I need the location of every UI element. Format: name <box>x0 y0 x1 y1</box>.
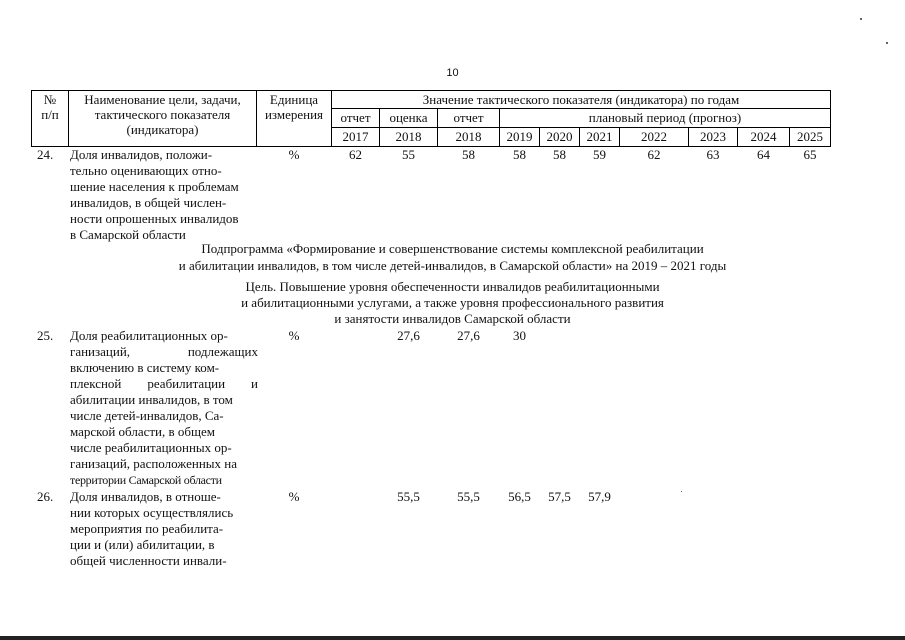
header-year: 2024 <box>750 129 777 144</box>
indicator-name: Доля инвалидов, положи- тельно оценивающих отно- шение населения к проблемам инвалидов, в общей числен- ности опрошенных инвалидов в Самарской области <box>70 147 239 242</box>
row-number: 25. <box>37 328 54 343</box>
indicator-name: Доля инвалидов, в отноше- нии которых осуществлялись мероприятия по реабилита- ции и (или) абилитации, в общей численности инвали- <box>70 489 234 568</box>
value-cell: 55,5 <box>397 489 420 504</box>
value-cell: 63 <box>706 147 720 162</box>
value-cell: 58 <box>462 147 475 162</box>
value-cell: 27,6 <box>457 328 480 343</box>
value-cell: 65 <box>803 147 817 162</box>
value-cell: 58 <box>513 147 526 162</box>
row-number: 26. <box>37 489 54 504</box>
header-status-report-2018: отчет <box>453 110 484 125</box>
scan-speck <box>681 491 682 492</box>
header-year: 2021 <box>586 129 613 144</box>
unit-cell: % <box>288 147 300 162</box>
header-values-title: Значение тактического показателя (индикатора) по годам <box>422 92 740 107</box>
row-number: 24. <box>37 147 54 162</box>
header-year: 2022 <box>641 129 667 144</box>
value-cell: 27,6 <box>397 328 420 343</box>
value-cell: 62 <box>647 147 661 162</box>
header-year: 2025 <box>797 129 823 144</box>
scan-speck <box>860 18 862 20</box>
value-cell: 55 <box>402 147 415 162</box>
scan-bottom-edge <box>0 636 905 640</box>
header-year: 2018 <box>395 129 422 144</box>
scan-speck <box>886 42 888 44</box>
value-cell: 55,5 <box>457 489 480 504</box>
header-year: 2019 <box>506 129 533 144</box>
header-year: 2018 <box>455 129 482 144</box>
value-cell: 56,5 <box>508 489 531 504</box>
value-cell: 58 <box>553 147 566 162</box>
value-cell: 57,9 <box>588 489 611 504</box>
value-cell: 62 <box>349 147 362 162</box>
header-plan-period: плановый период (прогноз) <box>588 110 742 125</box>
header-name: Наименование цели, задачи, тактического показателя (индикатора) <box>84 92 241 137</box>
header-year: 2023 <box>700 129 726 144</box>
value-cell: 59 <box>593 147 606 162</box>
header-num: № п/п <box>41 92 59 122</box>
header-year: 2017 <box>342 129 369 144</box>
value-cell: 30 <box>513 328 526 343</box>
unit-cell: % <box>288 328 300 343</box>
value-cell: 64 <box>757 147 770 162</box>
page-number: 10 <box>446 67 459 79</box>
header-status-report-2017: отчет <box>340 110 371 125</box>
indicator-name: Доля реабилитационных ор- ганизаций, подлежащих включению в систему ком- плексной реабилитации и абилитации инвалидов, в том числе детей-инвалидов, Са- марской области, в общем числе реабилитационных ор- ганизаций, расположенных на территории Самарской области <box>70 328 258 487</box>
value-cell: 57,5 <box>548 489 571 504</box>
header-status-estimate-2018: оценка <box>389 110 428 125</box>
header-year: 2020 <box>546 129 573 144</box>
header-unit: Единица измерения <box>264 92 324 122</box>
unit-cell: % <box>288 489 300 504</box>
